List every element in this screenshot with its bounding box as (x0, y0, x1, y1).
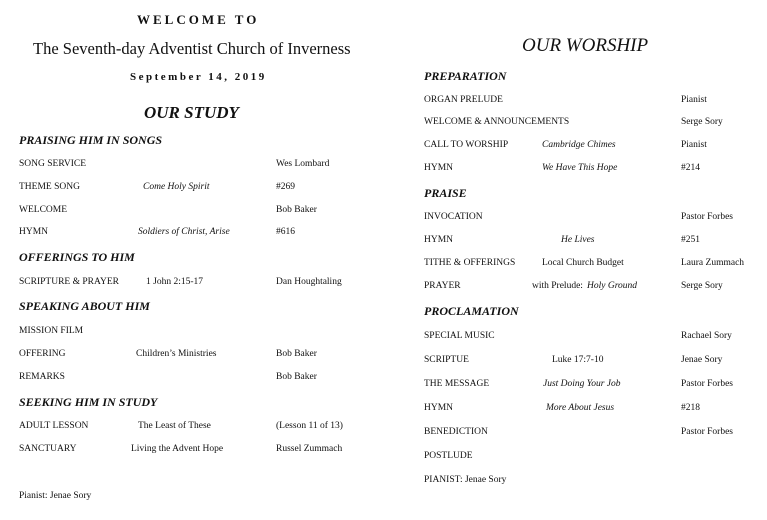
row-detail: Luke 17:7-10 (552, 355, 604, 365)
row-detail: The Least of These (138, 421, 211, 431)
section-heading: SPEAKING ABOUT HIM (19, 299, 150, 313)
section-heading: PRAISING HIM IN SONGS (19, 133, 163, 147)
row-detail: Soldiers of Christ, Arise (138, 227, 230, 237)
row-right: Pastor Forbes (681, 379, 733, 389)
row-label: TITHE & OFFERINGS (424, 258, 516, 268)
row-right: #251 (681, 235, 700, 245)
row-label: BENEDICTION (424, 427, 488, 437)
row-right: (Lesson 11 of 13) (276, 421, 343, 431)
row-right: Serge Sory (681, 281, 723, 291)
section-heading: SEEKING HIM IN STUDY (19, 395, 158, 409)
pianist-note: Pianist: Jenae Sory (19, 491, 92, 501)
row-right: Pianist (681, 140, 707, 150)
row-label: THE MESSAGE (424, 379, 490, 389)
section-heading: OFFERINGS TO HIM (19, 250, 135, 264)
row-detail: Cambridge Chimes (542, 140, 616, 150)
row-detail: He Lives (561, 235, 595, 245)
service-date: September 14, 2019 (130, 71, 267, 83)
row-right: Jenae Sory (681, 355, 723, 365)
row-label: REMARKS (19, 372, 65, 382)
row-label: CALL TO WORSHIP (424, 140, 509, 150)
pianist-note: PIANIST: Jenae Sory (424, 475, 507, 485)
row-right: #214 (681, 163, 700, 173)
row-detail: More About Jesus (546, 403, 615, 413)
row-right: Pastor Forbes (681, 427, 733, 437)
row-right: #269 (276, 182, 295, 192)
section-heading: PRAISE (424, 186, 467, 200)
row-label: HYMN (19, 227, 49, 237)
row-detail: Come Holy Spirit (143, 182, 210, 192)
row-label: THEME SONG (19, 182, 80, 192)
row-right: Russel Zummach (276, 444, 343, 454)
row-label: WELCOME & ANNOUNCEMENTS (424, 117, 570, 127)
row-detail: Children’s Ministries (136, 349, 217, 359)
row-right: Laura Zummach (681, 258, 745, 268)
row-label: WELCOME (19, 205, 68, 215)
row-label: MISSION FILM (19, 326, 84, 336)
section-heading: PREPARATION (424, 69, 507, 83)
row-label: SONG SERVICE (19, 159, 87, 169)
row-right: #616 (276, 227, 295, 237)
row-label: HYMN (424, 403, 454, 413)
row-right: Pastor Forbes (681, 212, 733, 222)
row-detail: Just Doing Your Job (543, 379, 621, 389)
row-label: SCRIPTUE (424, 355, 469, 365)
row-label: HYMN (424, 163, 454, 173)
row-label: SCRIPTURE & PRAYER (19, 277, 119, 287)
row-right: Bob Baker (276, 349, 317, 359)
row-right: Serge Sory (681, 117, 723, 127)
row-label: ADULT LESSON (19, 421, 89, 431)
row-detail: with Prelude: (532, 281, 583, 291)
row-label: HYMN (424, 235, 454, 245)
row-detail: 1 John 2:15-17 (146, 277, 203, 287)
row-label: SANCTUARY (19, 444, 77, 454)
row-label: INVOCATION (424, 212, 483, 222)
row-detail: Living the Advent Hope (131, 444, 224, 454)
section-heading: PROCLAMATION (424, 304, 519, 318)
row-right: Wes Lombard (276, 159, 330, 169)
church-name: The Seventh-day Adventist Church of Inverness (33, 39, 351, 58)
row-label: OFFERING (19, 349, 66, 359)
row-right: Dan Houghtaling (276, 277, 342, 287)
row-right: Bob Baker (276, 372, 317, 382)
welcome-heading: WELCOME TO (137, 12, 260, 27)
row-label: POSTLUDE (424, 451, 473, 461)
row-label: SPECIAL MUSIC (424, 331, 495, 341)
row-right: Rachael Sory (681, 331, 732, 341)
row-right: Bob Baker (276, 205, 317, 215)
row-detail-italic: Holy Ground (587, 281, 638, 291)
our-study-title: OUR STUDY (144, 103, 239, 122)
row-label: ORGAN PRELUDE (424, 95, 503, 105)
row-detail: Local Church Budget (542, 258, 624, 268)
row-label: PRAYER (424, 281, 461, 291)
row-detail: We Have This Hope (542, 163, 618, 173)
row-right: Pianist (681, 95, 707, 105)
row-right: #218 (681, 403, 700, 413)
our-worship-title: OUR WORSHIP (522, 35, 649, 56)
